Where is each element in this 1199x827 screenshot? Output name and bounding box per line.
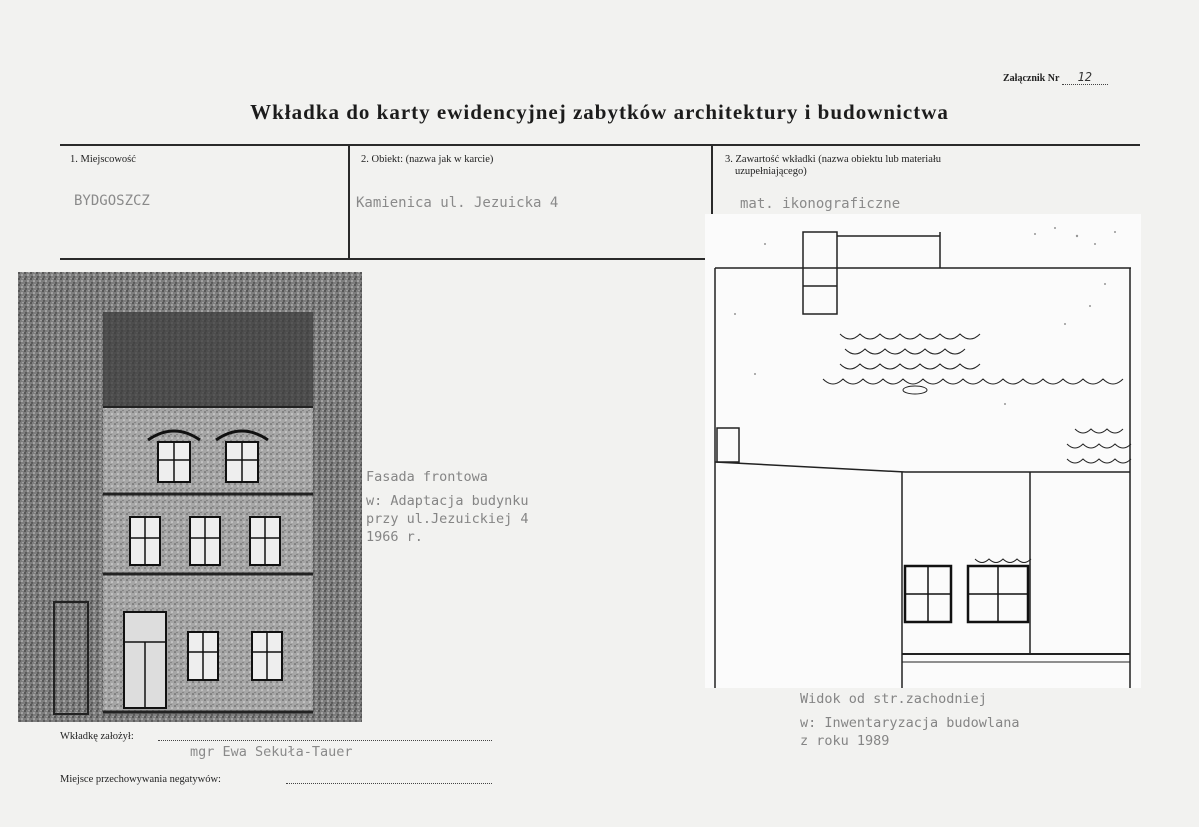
author-line: [158, 740, 492, 741]
west-view-drawing: [705, 214, 1141, 688]
facade-caption-line2: w: Adaptacja budynku: [366, 493, 529, 509]
facade-caption-line1: Fasada frontowa: [366, 469, 488, 485]
field-divider-2: [711, 146, 713, 216]
west-view-caption-line2: w: Inwentaryzacja budowlana: [800, 715, 1020, 731]
attachment-number-value: 12: [1062, 70, 1108, 85]
field-1-label: 1. Miejscowość: [70, 154, 136, 165]
west-view-caption-line1: Widok od str.zachodniej: [800, 691, 987, 707]
form-top-rule: [60, 144, 1140, 146]
facade-caption: [366, 468, 529, 546]
form-bottom-rule: [60, 258, 705, 260]
west-view-caption-line3: z roku 1989: [800, 733, 890, 749]
field-3-label: [725, 154, 941, 178]
facade-drawing: [18, 272, 362, 722]
attachment-number: [1003, 70, 1108, 85]
field-3-label-line1: 3. Zawartość wkładki (nazwa obiektu lub materiału: [725, 154, 942, 165]
storage-line: [286, 783, 492, 784]
west-view-caption: [800, 690, 1019, 750]
page-title: Wkładka do karty ewidencyjnej zabytków architektury i budownictwa: [250, 100, 949, 124]
author-value: mgr Ewa Sekuła-Tauer: [190, 744, 353, 760]
field-2-value: Kamienica ul. Jezuicka 4: [356, 195, 559, 211]
field-2-label: 2. Obiekt: (nazwa jak w karcie): [361, 154, 494, 165]
facade-caption-line3: przy ul.Jezuickiej 4: [366, 511, 529, 527]
west-view-sketch: [705, 214, 1141, 688]
attachment-label: Załącznik Nr: [1003, 73, 1060, 84]
facade-photo: [18, 272, 362, 722]
storage-label: Miejsce przechowywania negatywów:: [60, 774, 221, 785]
author-label: Wkładkę założył:: [60, 731, 134, 742]
field-3-value: mat. ikonograficzne: [740, 196, 901, 212]
facade-caption-line4: 1966 r.: [366, 529, 423, 545]
field-divider-1: [348, 146, 350, 258]
field-3-label-line2: uzupełniającego): [735, 166, 807, 177]
field-1-value: BYDGOSZCZ: [74, 193, 150, 209]
